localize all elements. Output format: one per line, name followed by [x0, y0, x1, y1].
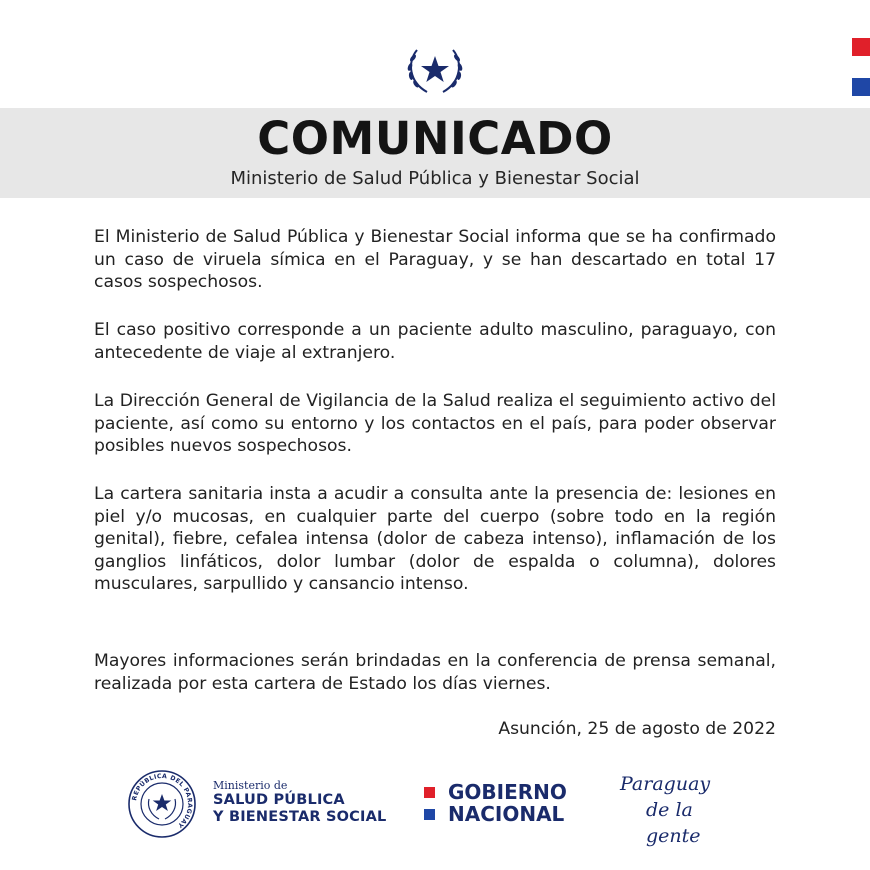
ministry-logo-line1: SALUD PÚBLICA [213, 792, 345, 808]
ministry-logo-small: Ministerio de [213, 779, 288, 792]
page-subtitle: Ministerio de Salud Pública y Bienestar Social [230, 168, 640, 189]
flag-blue-square [852, 78, 870, 96]
document-date: Asunción, 25 de agosto de 2022 [498, 719, 776, 739]
svg-text:REPÚBLICA DEL PARAGUAY: REPÚBLICA DEL PARAGUAY [131, 772, 194, 829]
gobierno-line2: NACIONAL [448, 802, 565, 826]
paragraph-4: La cartera sanitaria insta a acudir a consulta ante la presencia de: lesiones en piel y/o mucosas, en cualquier parte del cuerpo (sobre todo en la región genital), fiebre, cefalea intensa (dolor de cabeza intenso), inflamación de los ganglios linfáticos, dolor lumbar (dolor de espalda o columna), dolores musculares, sarpullido y cansancio intenso. [94, 484, 776, 594]
national-seal-icon [127, 769, 197, 839]
slogan-logo [620, 771, 750, 849]
gobierno-blue-square [424, 809, 435, 820]
gobierno-red-square [424, 787, 435, 798]
ministry-logo-line2: Y BIENESTAR SOCIAL [213, 809, 387, 825]
page-title: COMUNICADO [257, 112, 613, 165]
paragraph-3: La Dirección General de Vigilancia de la Salud realiza el seguimiento activo del paciente, así como su entorno y los contactos en el país, para poder observar posibles nuevos sospechosos. [94, 391, 776, 456]
star-wreath-seal-icon [403, 36, 467, 100]
slogan-line2: de la gente [646, 799, 701, 847]
paragraph-2: El caso positivo corresponde a un paciente adulto masculino, paraguayo, con antecedente de viaje al extranjero. [94, 320, 776, 363]
flag-red-square [852, 38, 870, 56]
paragraph-1: El Ministerio de Salud Pública y Bienestar Social informa que se ha confirmado un caso de viruela símica en el Paraguay, y se han descartado en total 17 casos sospechosos. [94, 227, 776, 292]
paragraph-5: Mayores informaciones serán brindadas en la conferencia de prensa semanal, realizada por esta cartera de Estado los días viernes. [94, 651, 776, 694]
gobierno-line1: GOBIERNO [448, 780, 567, 804]
slogan-line1: Paraguay [620, 773, 711, 795]
ministry-logo [213, 779, 386, 826]
